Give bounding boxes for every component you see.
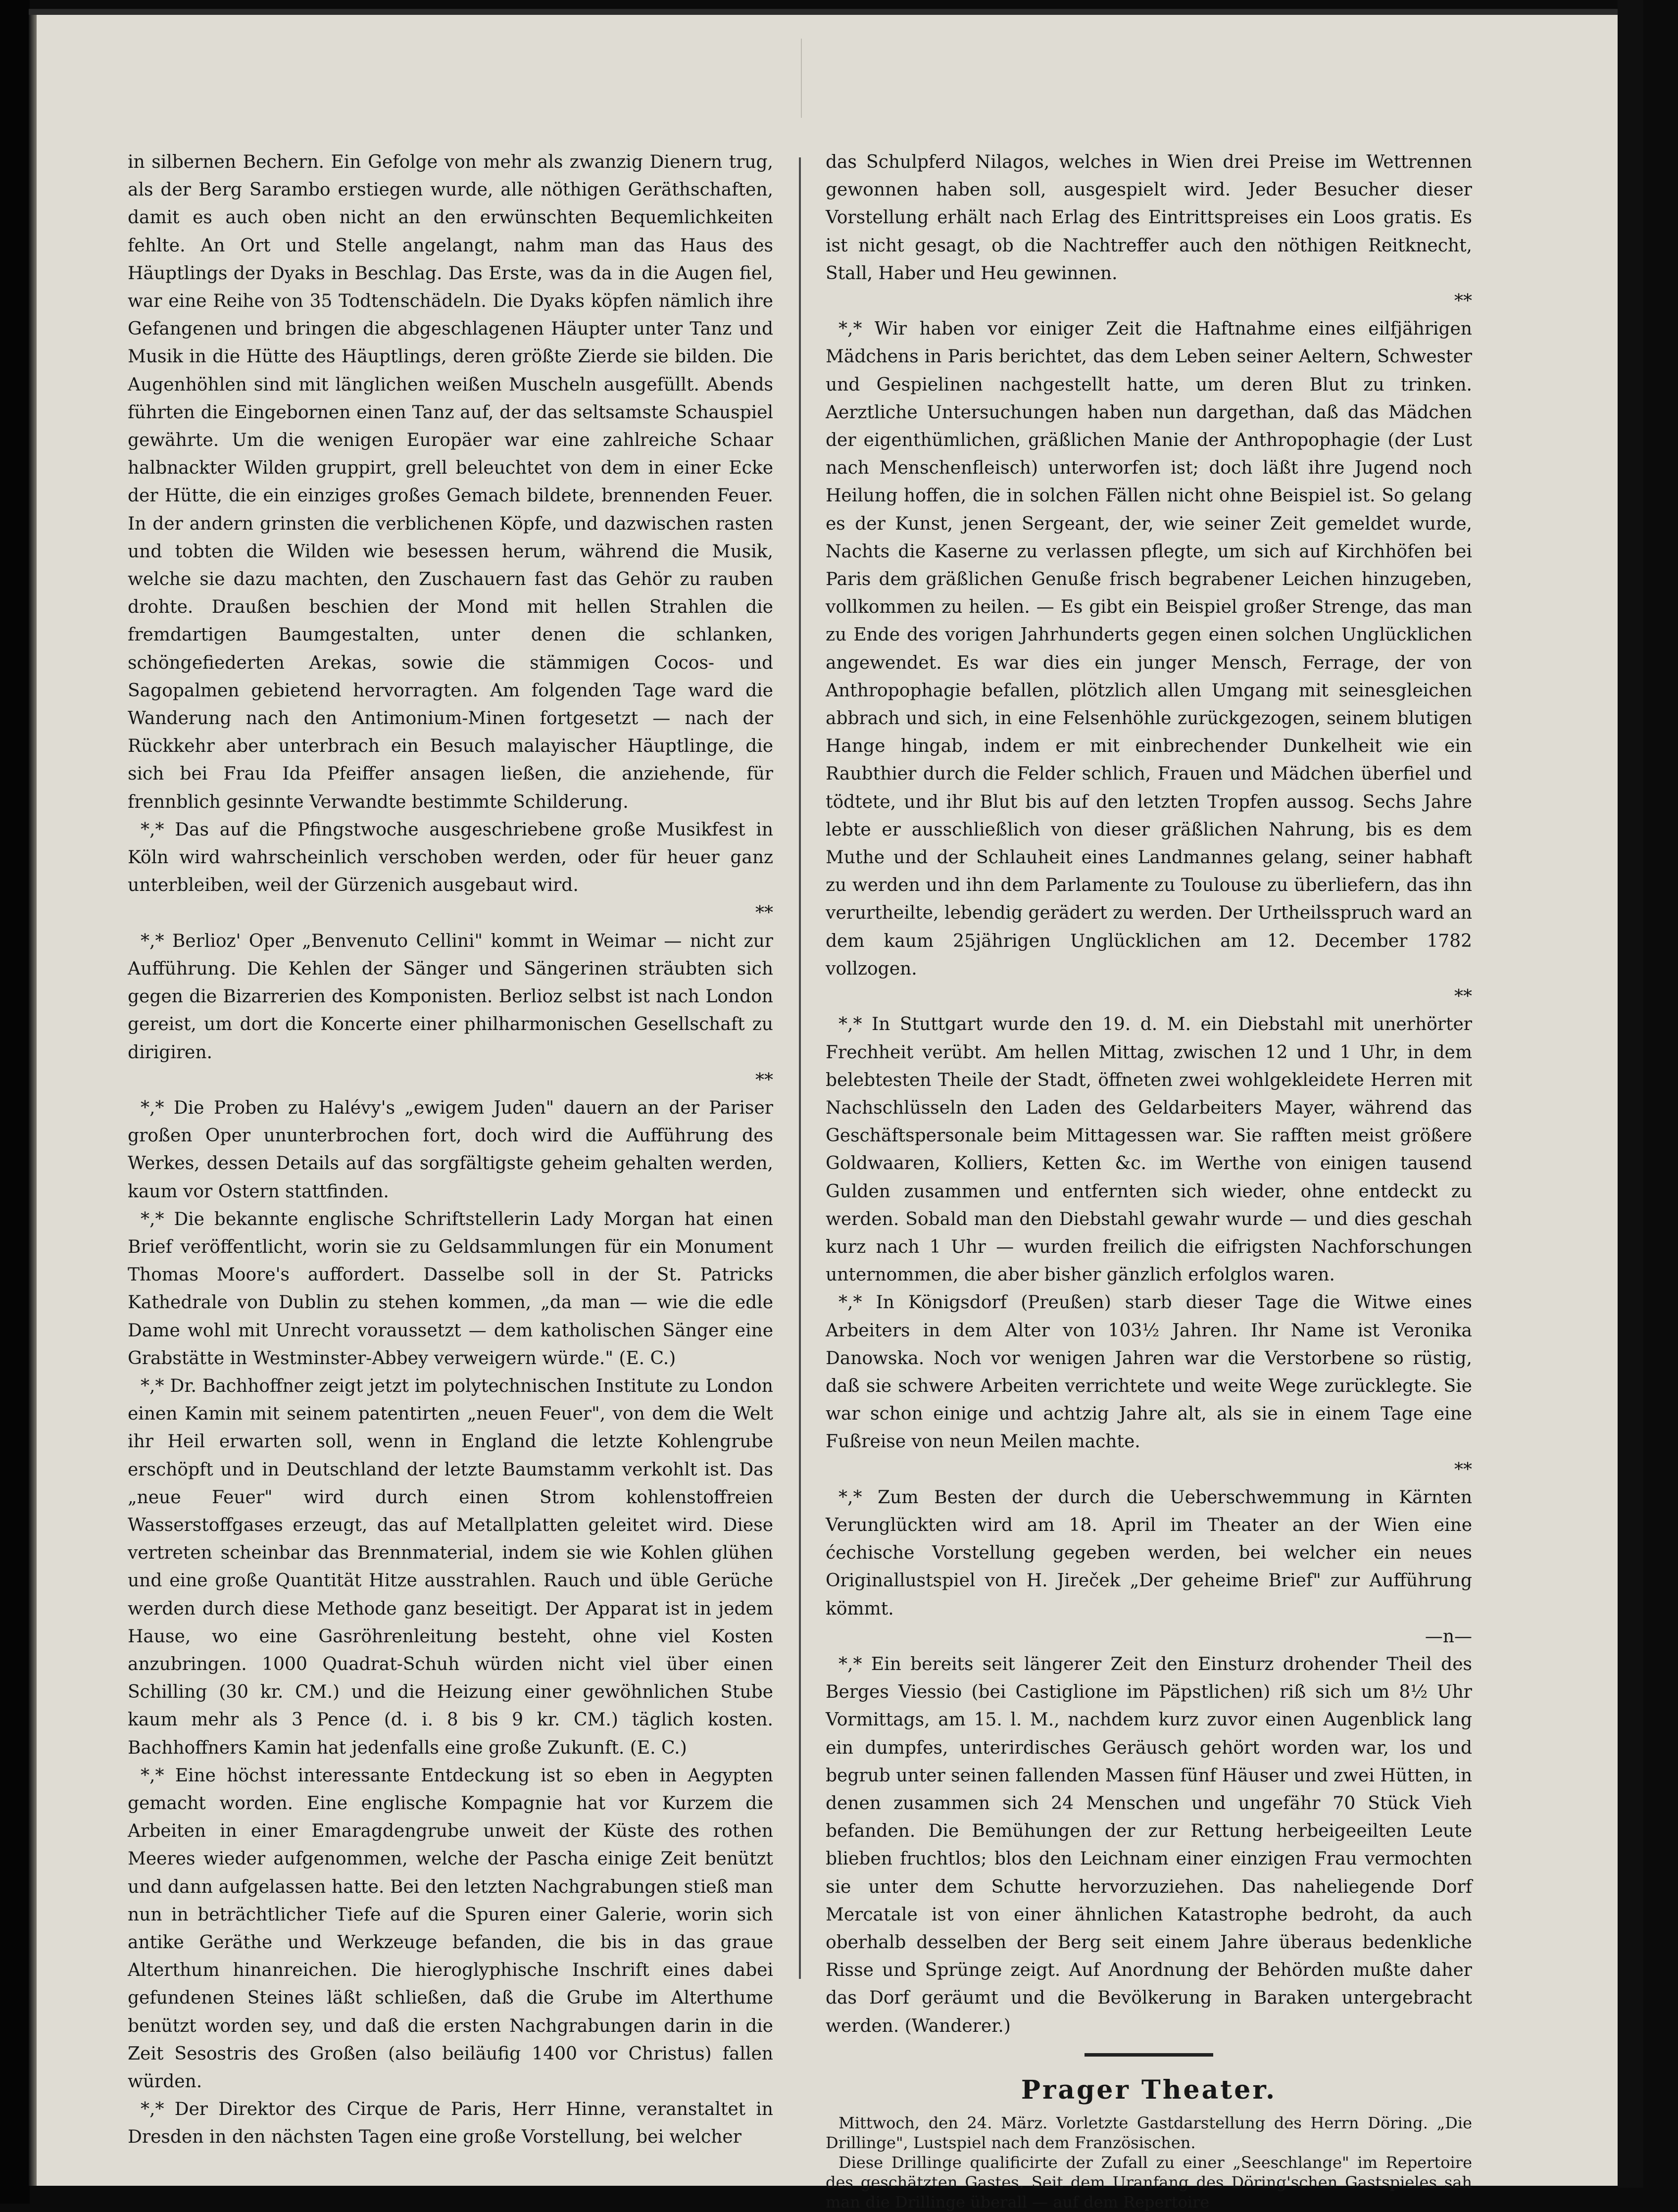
news-item: *,* Der Direktor des Cirque de Paris, Herr Hinne, veranstaltet in Dresden in den nächsten Tagen eine große Vorstellung, bei welcher (128, 2099, 773, 2148)
news-item: *,* Die bekannte englische Schriftstellerin Lady Morgan hat einen Brief veröffentlicht, worin sie zu Geldsammlungen für ein Monument Thomas Moore's auffordert. Dasselbe soll in der St. Patricks Kathedrale von Dublin zu stehen kommen, „da man — wie die edle Dame wohl mit Unrecht voraussetzt — dem katholischen Sänger eine Grabstätte in Westminster-Abbey verweigern würde." (E. C.) (128, 1209, 773, 1369)
news-item: *,* In Stuttgart wurde den 19. d. M. ein Diebstahl mit unerhörter Frechheit verübt. Am hellen Mittag, zwischen 12 und 1 Uhr, in dem belebtesten Theile der Stadt, öffneten zwei wohlgekleidete Herren mit Nachschlüsseln den Laden des Geldarbeiters Mayer, während das Geschäftspersonale beim Mittagessen war. Sie rafften meist größere Goldwaaren, Kolliers, Ketten &c. im Werthe von einigen tausend Gulden zusammen und entfernten sich wieder, ohne entdeckt zu werden. Sobald man den Diebstahl gewahr wurde — und dies geschah kurz nach 1 Uhr — wurden freilich die eifrigsten Nachforschungen unternommen, die aber bisher gänzlich erfolglos waren. (826, 1014, 1472, 1285)
item-signature: ** (1454, 1459, 1472, 1480)
right-column (826, 148, 1472, 2212)
left-column (128, 148, 773, 2148)
right-intro-paragraph: das Schulpferd Nilagos, welches in Wien drei Preise im Wettrennen gewonnen haben soll, ausgespielt wird. Jeder Besucher dieser Vorstellung erhält nach Erlag des Eintrittspreises ein Loos gratis. Es ist nicht gesagt, ob die Nachtreffer auch den nöthigen Reitknecht, Stall, Haber und Heu gewinnen. (826, 152, 1472, 284)
item-signature: ** (1454, 986, 1472, 1007)
left-intro-paragraph: in silbernen Bechern. Ein Gefolge von mehr als zwanzig Dienern trug, als der Berg Sarambo erstiegen wurde, alle nöthigen Geräthschaften, damit es auch oben nicht an den erwünschten Bequemlichkeiten fehlte. An Ort und Stelle angelangt, nahm man das Haus des Häuptlings der Dyaks in Beschlag. Das Erste, was da in die Augen fiel, war eine Reihe von 35 Todtenschädeln. Die Dyaks köpfen nämlich ihre Gefangenen und bringen die abgeschlagenen Häupter unter Tanz und Musik in die Hütte des Häuptlings, deren größte Zierde sie bilden. Die Augenhöhlen sind mit länglichen weißen Muscheln ausgefüllt. Abends führten die Eingebornen einen Tanz auf, der das seltsamste Schauspiel gewährte. Um die wenigen Europäer war eine zahlreiche Schaar halbnackter Wilden gruppirt, grell beleuchtet von dem in einer Ecke der Hütte, die ein einziges großes Gemach bildete, brennenden Feuer. In der andern grinsten die verblichenen Köpfe, und dazwischen rasten und tobten die Wilden wie besessen herum, während die Musik, welche sie dazu machten, den Zuschauern fast das Gehör zu rauben drohte. Draußen beschien der Mond mit hellen Strahlen die fremdartigen Baumgestalten, unter denen die schlanken, schöngefiederten Arekas, sowie die stämmigen Cocos- und Sagopalmen gebietend hervorragten. Am folgenden Tage ward die Wanderung nach den Antimonium-Minen fortgesetzt — nach der Rückkehr aber unterbrach ein Besuch malayischer Häuptlinge, die sich bei Frau Ida Pfeiffer ansagen ließen, die anziehende, für frennblich gesinnte Verwandte bestimmte Schilderung. (128, 152, 773, 812)
news-item: *,* Ein bereits seit längerer Zeit den Einsturz drohender Theil des Berges Viessio (bei Castiglione im Päpstlichen) riß sich um 8½ Uhr Vormittags, am 15. l. M., nachdem kurz zuvor einen Augenblick lang ein dumpfes, unterirdisches Geräusch gehört worden war, los und begrub unter seinen fallenden Massen fünf Häuser und zwei Hütten, in denen zusammen sich 24 Menschen und ungefähr 70 Stück Vieh befanden. Die Bemühungen der zur Rettung herbeigeeilten Leute blieben fruchtlos; blos den Leichnam einer einzigen Frau vermochten sie unter dem Schutte hervorzuziehen. Das naheliegende Dorf Mercatale ist von einer ähnlichen Katastrophe bedroht, da auch oberhalb desselben der Berg seit einem Jahre überaus bedenkliche Risse und Sprünge zeigt. Auf Anordnung der Behörden mußte daher das Dorf geräumt und die Bevölkerung in Baraken untergebracht werden. (Wanderer.) (826, 1654, 1472, 2036)
news-item: *,* Die Proben zu Halévy's „ewigem Juden" dauern an der Pariser großen Oper ununterbrochen fort, doch wird die Aufführung des Werkes, dessen Details auf das sorgfältigste geheim gehalten werden, kaum vor Ostern stattfinden. (128, 1097, 773, 1202)
theater-line: Diese Drillinge qualificirte der Zufall zu einer „Seeschlange" im Repertoire des geschätzten Gastes. Seit dem Uranfang des Döring'schen Gastspieles sah man die Drillinge überall — auf dem Repertoire (826, 2153, 1472, 2212)
theater-heading: Prager Theater. (1021, 2074, 1277, 2105)
theater-section (826, 2113, 1472, 2212)
item-signature: —n— (1425, 1626, 1472, 1647)
news-item: *,* Berlioz' Oper „Benvenuto Cellini" kommt in Weimar — nicht zur Aufführung. Die Kehlen der Sänger und Sängerinen sträubten sich gegen die Bizarrerien des Komponisten. Berlioz selbst ist nach London gereist, um dort die Koncerte einer philharmonischen Gesellschaft zu dirigiren. (128, 931, 773, 1063)
item-signature: ** (1454, 291, 1472, 312)
news-item: *,* Wir haben vor einiger Zeit die Haftnahme eines eilfjährigen Mädchens in Paris berichtet, das dem Leben seiner Aeltern, Schwester und Gespielinen nachgestellt hatte, um deren Blut zu trinken. Aerztliche Untersuchungen haben nun dargethan, daß das Mädchen der eigenthümlichen, gräßlichen Manie der Anthropophagie (der Lust nach Menschenfleisch) unterworfen ist; doch läßt ihre Jugend noch Heilung hoffen, die in solchen Fällen nicht ohne Beispiel ist. So gelang es der Kunst, jenen Sergeant, der, wie seiner Zeit gemeldet wurde, Nachts die Kaserne zu verlassen pflegte, um sich auf Kirchhöfen bei Paris dem gräßlichen Genuße frisch begrabener Leichen hinzugeben, vollkommen zu heilen. — Es gibt ein Beispiel großer Strenge, das man zu Ende des vorigen Jahrhunderts gegen einen solchen Unglücklichen angewendet. Es war dies ein junger Mensch, Ferrage, der von Anthropophagie befallen, plötzlich allen Umgang mit seinesgleichen abbrach und sich, in eine Felsenhöhle zurückgezogen, seinem blutigen Hange hingab, indem er mit einbrechender Dunkelheit wie ein Raubthier durch die Felder schlich, Frauen und Mädchen überfiel und tödtete, und ihr Blut bis auf den letzten Tropfen aussog. Sechs Jahre lebte er ausschließlich von dieser gräßlichen Nahrung, bis es dem Muthe und der Schlauheit eines Landmannes gelang, seiner habhaft zu werden und ihn dem Parlamente zu Toulouse zu überliefern, das ihn verurtheilte, lebendig gerädert zu werden. Der Urtheilsspruch ward an dem kaum 25jährigen Unglücklichen am 12. December 1782 vollzogen. (826, 319, 1472, 979)
news-item: *,* Eine höchst interessante Entdeckung ist so eben in Aegypten gemacht worden. Eine englische Kompagnie hat vor Kurzem die Arbeiten in einer Emaragdengrube unweit der Küste des rothen Meeres wieder aufgenommen, welche der Pascha einige Zeit benützt und dann aufgelassen hatte. Bei den letzten Nachgrabungen stieß man nun in beträchtlicher Tiefe auf die Spuren einer Galerie, worin sich antike Geräthe und Werkzeuge befanden, die bis in das graue Alterthum hinanreichen. Die hieroglyphische Inschrift eines dabei gefundenen Steines läßt schließen, daß die Grube im Alterthume benützt worden sey, und daß die ersten Nachgrabungen darin in die Zeit Sesostris des Großen (also beiläufig 1400 vor Christus) fallen würden. (128, 1765, 773, 2092)
item-signature: ** (755, 903, 773, 924)
scan-background-right (1618, 0, 1643, 2188)
scan-background-left (0, 0, 30, 2204)
theater-line: Mittwoch, den 24. März. Vorletzte Gastdarstellung des Herrn Döring. „Die Drillinge", Lustspiel nach dem Französischen. (826, 2114, 1472, 2153)
item-signature: ** (755, 1070, 773, 1090)
news-item: *,* Zum Besten der durch die Ueberschwemmung in Kärnten Verunglückten wird am 18. April im Theater an der Wien eine ćechische Vorstellung gegeben werden, bei welcher ein neues Originallustspiel von H. Jireček „Der geheime Brief" zur Aufführung kömmt. (826, 1487, 1472, 1619)
column-rule (799, 157, 801, 1979)
scan-artifact (801, 39, 802, 118)
page-spine-shadow (29, 9, 37, 2186)
news-item: *,* Dr. Bachhoffner zeigt jetzt im polytechnischen Institute zu London einen Kamin mit seinem patentirten „neuen Feuer", von dem die Welt ihr Heil erwarten soll, wenn in England die letzte Kohlengrube erschöpft und in Deutschland der letzte Baumstamm verkohlt ist. Das „neue Feuer" wird durch einen Strom kohlenstoffreien Wasserstoffgases erzeugt, das auf Metallplatten geleitet wird. Diese vertreten scheinbar das Brennmaterial, indem sie wie Kohlen glühen und eine große Quantität Hitze ausstrahlen. Rauch und üble Gerüche werden durch diese Methode ganz beseitigt. Der Apparat ist in jedem Hause, wo eine Gasröhrenleitung besteht, ohne viel Kosten anzubringen. 1000 Quadrat-Schuh würden nicht viel über einen Schilling (30 kr. CM.) und die Heizung einer gewöhnlichen Stube kaum mehr als 3 Pence (d. i. 8 bis 9 kr. CM.) täglich kosten. Bachhoffners Kamin hat jedenfalls eine große Zukunft. (E. C.) (128, 1376, 773, 1758)
page-top-edge (29, 9, 1643, 15)
section-separator (1085, 2053, 1213, 2057)
news-item: *,* In Königsdorf (Preußen) starb dieser Tage die Witwe eines Arbeiters in dem Alter von 103½ Jahren. Ihr Name ist Veronika Danowska. Noch vor wenigen Jahren war die Verstorbene so rüstig, daß sie schwere Arbeiten verrichtete und weite Wege zurücklegte. Sie war schon einige und achtzig Jahre alt, als sie in einem Tage eine Fußreise von neun Meilen machte. (826, 1292, 1472, 1452)
news-item: *,* Das auf die Pfingstwoche ausgeschriebene große Musikfest in Köln wird wahrscheinlich verschoben werden, oder für heuer ganz unterbleiben, weil der Gürzenich ausgebaut wird. (128, 819, 773, 896)
